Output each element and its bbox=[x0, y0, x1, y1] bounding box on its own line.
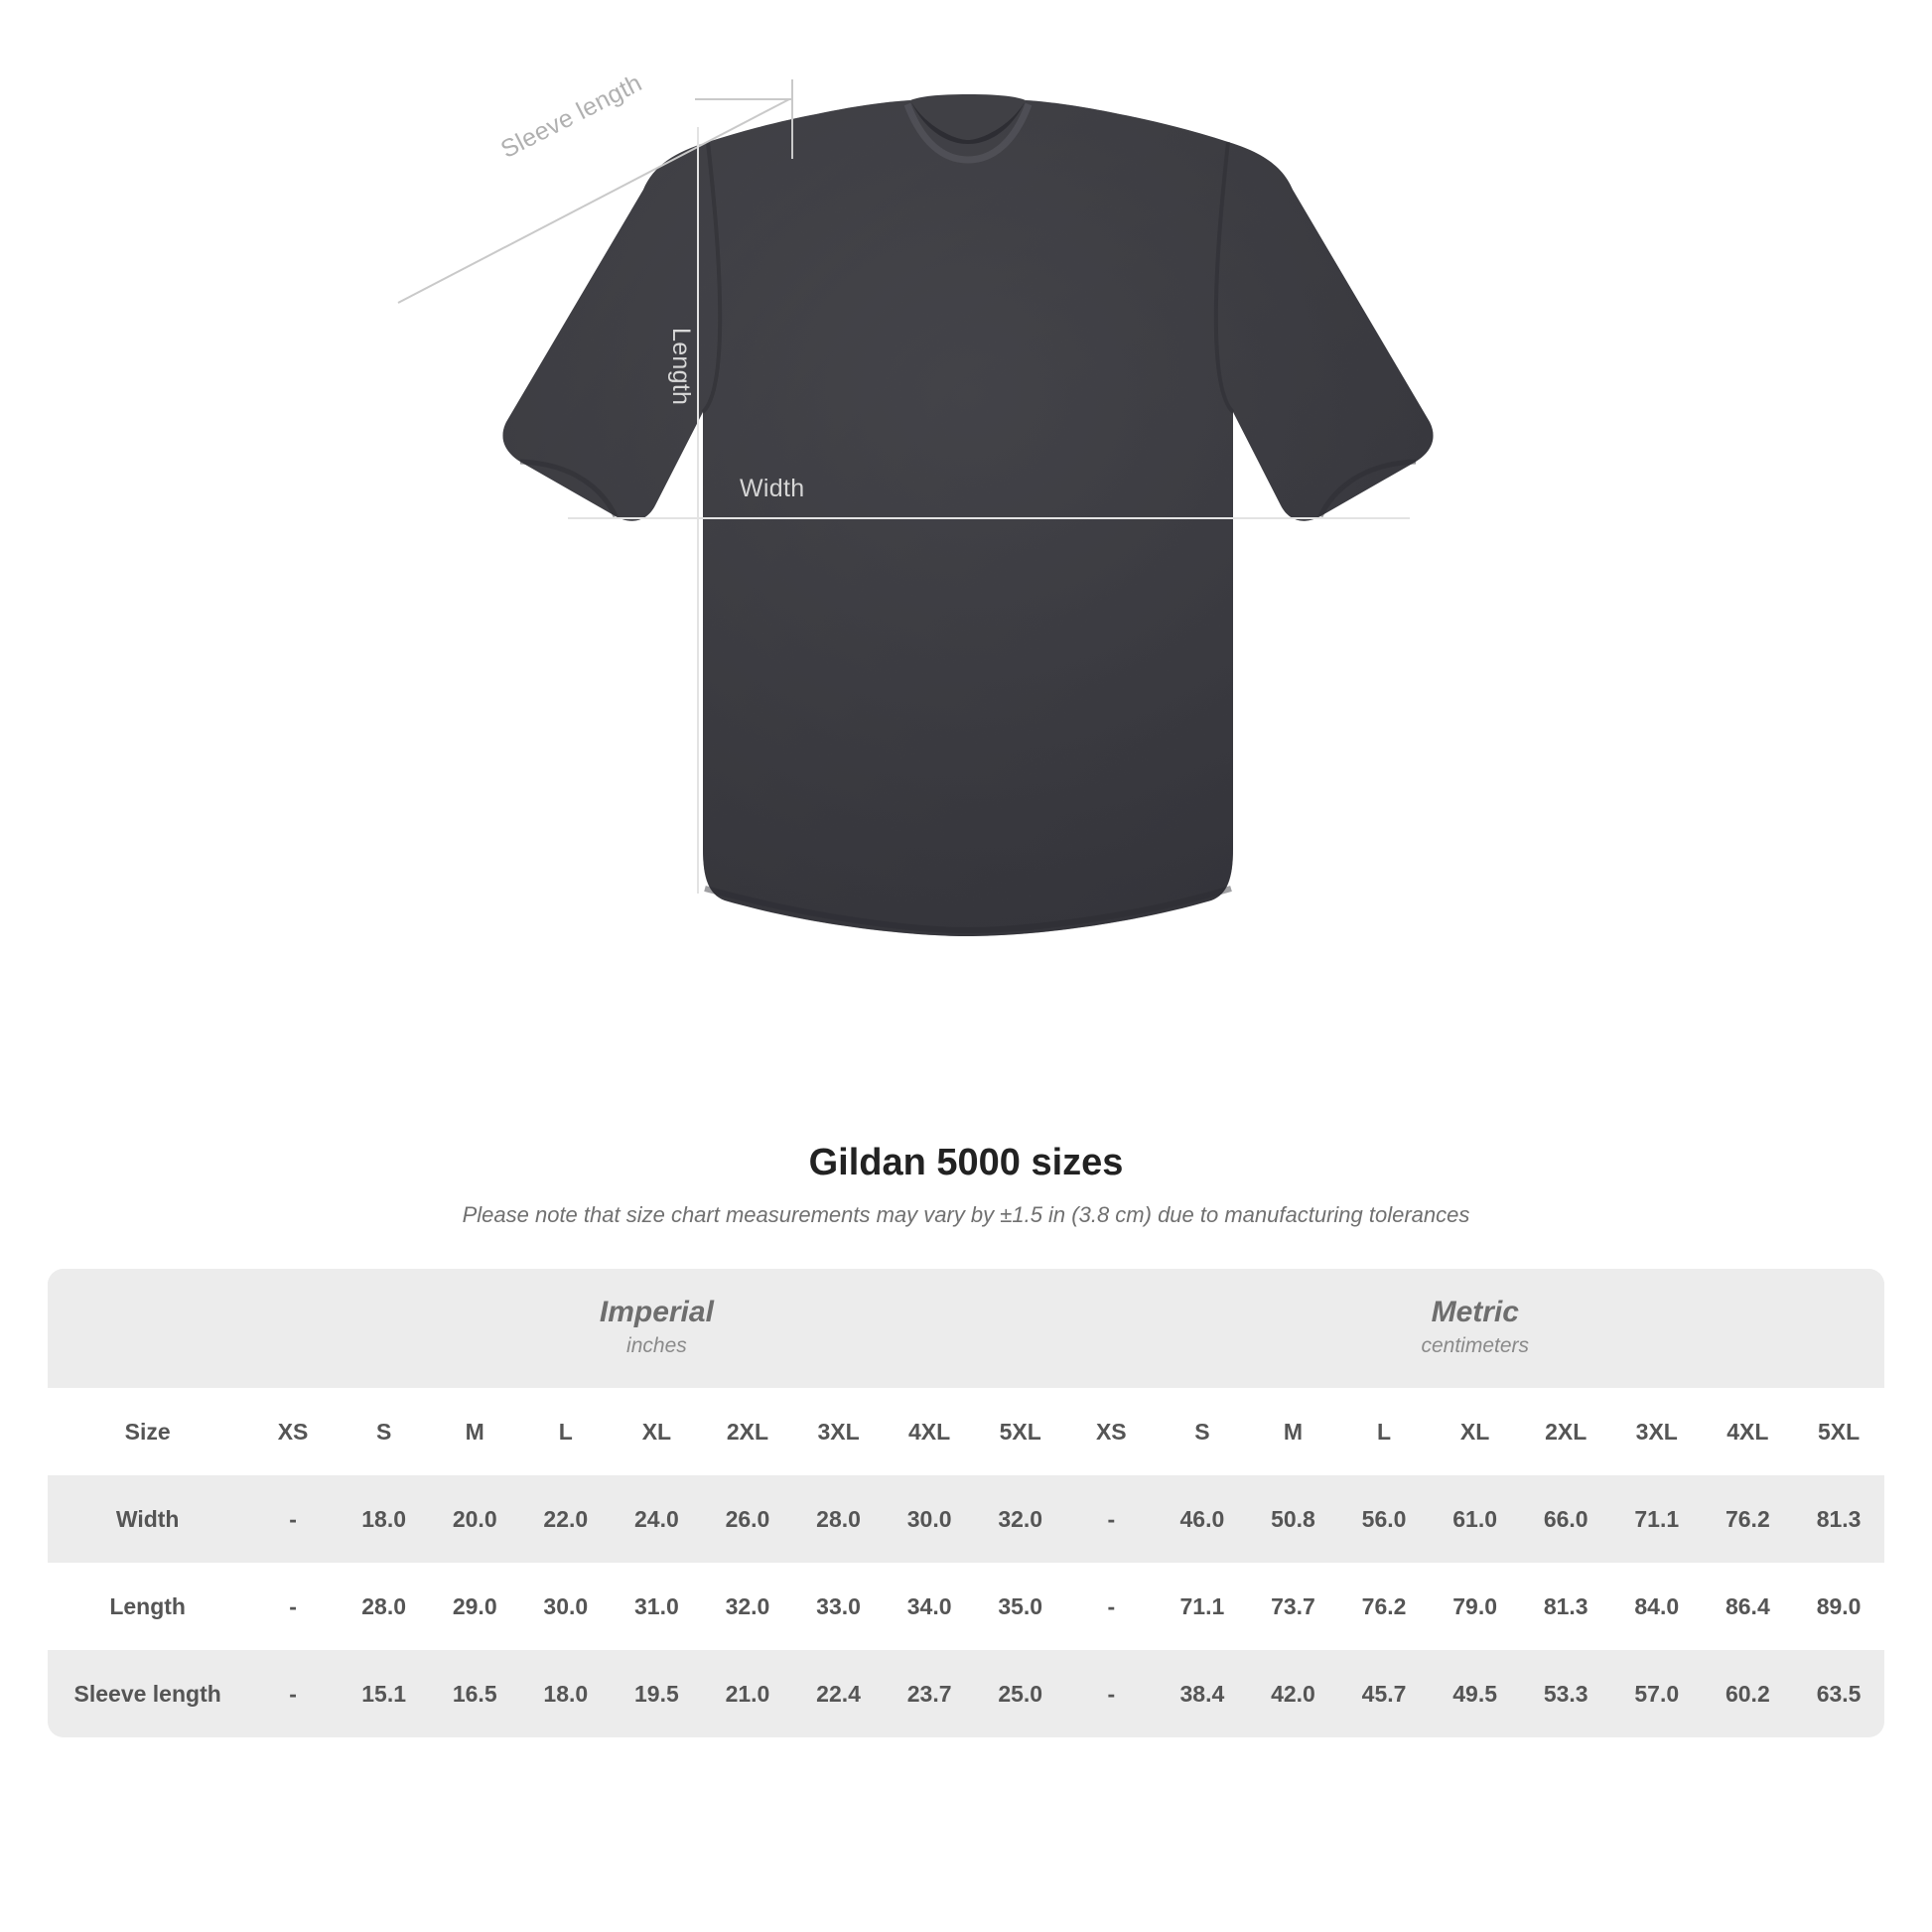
cell: 28.0 bbox=[793, 1475, 885, 1563]
size-header-cell: 3XL bbox=[817, 1418, 860, 1445]
cell: 73.7 bbox=[1248, 1563, 1339, 1650]
cell: 76.2 bbox=[1703, 1475, 1794, 1563]
cell: - bbox=[247, 1563, 339, 1650]
cell: 66.0 bbox=[1520, 1475, 1611, 1563]
size-header-cell: 4XL bbox=[1726, 1418, 1769, 1445]
cell: 19.5 bbox=[612, 1650, 703, 1737]
cell: 18.0 bbox=[339, 1475, 430, 1563]
cell: 60.2 bbox=[1703, 1650, 1794, 1737]
cell: 24.0 bbox=[612, 1475, 703, 1563]
size-header-cell: 2XL bbox=[1545, 1418, 1587, 1445]
size-header-cell: S bbox=[1194, 1418, 1210, 1445]
cell: 42.0 bbox=[1248, 1650, 1339, 1737]
cell: 56.0 bbox=[1338, 1475, 1430, 1563]
measurement-arrows bbox=[377, 69, 1529, 1132]
cell: 16.5 bbox=[429, 1650, 520, 1737]
cell: 30.0 bbox=[520, 1563, 612, 1650]
cell: 29.0 bbox=[429, 1563, 520, 1650]
unit-name-imperial: Imperial bbox=[599, 1296, 714, 1328]
cell: 63.5 bbox=[1793, 1650, 1884, 1737]
size-header-cell: M bbox=[465, 1418, 484, 1445]
size-table bbox=[48, 1269, 1884, 1737]
cell: - bbox=[247, 1475, 339, 1563]
cell: 33.0 bbox=[793, 1563, 885, 1650]
length-label: Length bbox=[667, 328, 695, 406]
unit-name-metric: Metric bbox=[1431, 1296, 1519, 1328]
row-label-length: Length bbox=[48, 1563, 247, 1650]
cell: 22.4 bbox=[793, 1650, 885, 1737]
cell: - bbox=[1066, 1563, 1158, 1650]
cell: 89.0 bbox=[1793, 1563, 1884, 1650]
cell: 71.1 bbox=[1157, 1563, 1248, 1650]
size-header-cell: M bbox=[1283, 1418, 1304, 1445]
size-header-cell: 2XL bbox=[726, 1418, 769, 1445]
cell: 46.0 bbox=[1157, 1475, 1248, 1563]
size-header-cell: L bbox=[558, 1418, 573, 1445]
size-header-cell: XS bbox=[1095, 1418, 1127, 1445]
cell: 86.4 bbox=[1703, 1563, 1794, 1650]
size-header-cell: XL bbox=[1459, 1418, 1490, 1445]
size-header-cell: XS bbox=[277, 1418, 309, 1445]
cell: 30.0 bbox=[884, 1475, 975, 1563]
unit-header-row bbox=[48, 1269, 1884, 1388]
cell: 20.0 bbox=[429, 1475, 520, 1563]
unit-header-spacer bbox=[48, 1269, 247, 1388]
unit-header-imperial bbox=[247, 1269, 1065, 1388]
size-header-cell: S bbox=[375, 1418, 392, 1445]
cell: 32.0 bbox=[702, 1563, 793, 1650]
unit-sub-metric: centimeters bbox=[1421, 1333, 1530, 1357]
cell: 15.1 bbox=[339, 1650, 430, 1737]
cell: 76.2 bbox=[1338, 1563, 1430, 1650]
cell: 57.0 bbox=[1611, 1650, 1703, 1737]
cell: 18.0 bbox=[520, 1650, 612, 1737]
cell: 61.0 bbox=[1430, 1475, 1521, 1563]
unit-sub-imperial: inches bbox=[626, 1333, 687, 1357]
size-header-cell: 5XL bbox=[1817, 1418, 1861, 1445]
unit-header-metric bbox=[1066, 1269, 1884, 1388]
cell: - bbox=[1066, 1475, 1158, 1563]
cell: 79.0 bbox=[1430, 1563, 1521, 1650]
cell: 50.8 bbox=[1248, 1475, 1339, 1563]
size-header-cell: 3XL bbox=[1635, 1418, 1678, 1445]
width-label: Width bbox=[740, 475, 805, 502]
cell: 22.0 bbox=[520, 1475, 612, 1563]
cell: 53.3 bbox=[1520, 1650, 1611, 1737]
cell: 71.1 bbox=[1611, 1475, 1703, 1563]
cell: 35.0 bbox=[975, 1563, 1066, 1650]
size-header-label: Size bbox=[124, 1418, 171, 1445]
cell: - bbox=[1066, 1650, 1158, 1737]
table-row bbox=[48, 1475, 1884, 1563]
cell: 28.0 bbox=[339, 1563, 430, 1650]
row-label-sleeve-length: Sleeve length bbox=[48, 1650, 247, 1737]
size-header-cell: XL bbox=[641, 1418, 672, 1445]
cell: 32.0 bbox=[975, 1475, 1066, 1563]
size-header-cell: 5XL bbox=[999, 1418, 1041, 1445]
sleeve-length-label: Sleeve length bbox=[496, 69, 647, 164]
cell: 38.4 bbox=[1157, 1650, 1248, 1737]
cell: 81.3 bbox=[1520, 1563, 1611, 1650]
table-row bbox=[48, 1650, 1884, 1737]
size-header-cell: L bbox=[1377, 1418, 1392, 1445]
cell: 45.7 bbox=[1338, 1650, 1430, 1737]
table-row bbox=[48, 1563, 1884, 1650]
cell: 84.0 bbox=[1611, 1563, 1703, 1650]
size-table-wrapper bbox=[48, 1269, 1884, 1737]
size-header-cell: 4XL bbox=[908, 1418, 951, 1445]
cell: 49.5 bbox=[1430, 1650, 1521, 1737]
cell: 21.0 bbox=[702, 1650, 793, 1737]
cell: 81.3 bbox=[1793, 1475, 1884, 1563]
size-header-row bbox=[48, 1388, 1884, 1475]
cell: 25.0 bbox=[975, 1650, 1066, 1737]
cell: 26.0 bbox=[702, 1475, 793, 1563]
row-label-width: Width bbox=[48, 1475, 247, 1563]
cell: 31.0 bbox=[612, 1563, 703, 1650]
cell: 34.0 bbox=[884, 1563, 975, 1650]
tolerance-note: Please note that size chart measurements may vary by ±1.5 in (3.8 cm) due to manufacturing tolerances bbox=[462, 1202, 1470, 1227]
page-title: Gildan 5000 sizes bbox=[808, 1142, 1124, 1183]
cell: 23.7 bbox=[884, 1650, 975, 1737]
cell: - bbox=[247, 1650, 339, 1737]
